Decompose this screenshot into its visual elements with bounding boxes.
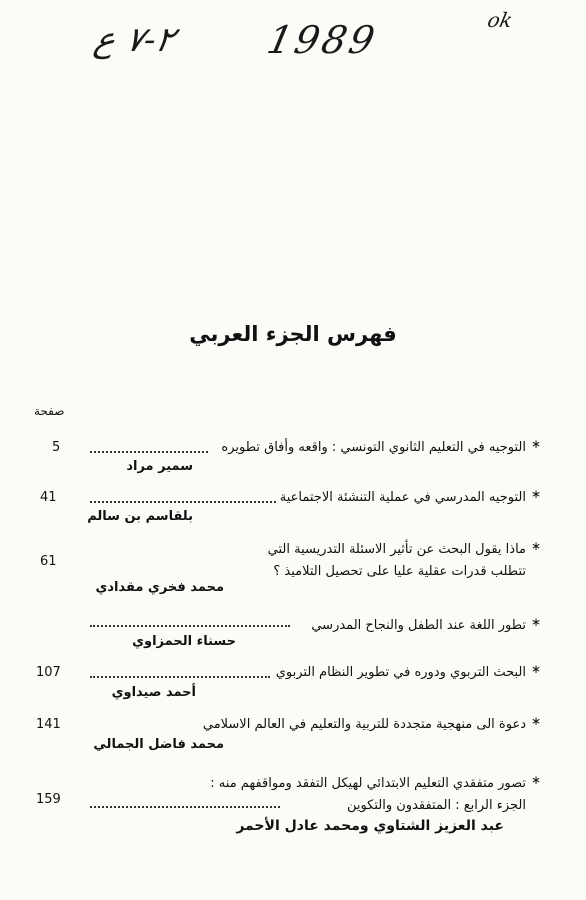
entry-author: محمد فخري مقدادي bbox=[95, 580, 224, 595]
toc-entry[interactable] bbox=[0, 661, 586, 700]
page-title: فهرس الجزء العربي bbox=[189, 322, 397, 346]
toc-entry[interactable] bbox=[0, 486, 586, 524]
page-number: 159 bbox=[36, 792, 61, 807]
bullet-icon: ∗ bbox=[530, 773, 542, 787]
entry-author: بلقاسم بن سالم bbox=[87, 509, 193, 524]
dot-leader bbox=[90, 676, 270, 678]
handwritten-code: ٢-٧ ع bbox=[90, 20, 179, 60]
handwritten-year: 1989 bbox=[263, 18, 382, 62]
entry-author: أحمد صيداوي bbox=[111, 685, 196, 700]
page-number: 107 bbox=[36, 664, 61, 680]
dot-leader bbox=[90, 625, 290, 627]
entry-author: سمير مراد bbox=[126, 459, 193, 474]
page-number: 61 bbox=[40, 554, 57, 569]
page-number: 41 bbox=[40, 489, 57, 505]
entry-title-continued: تتطلب قدرات عقلية عليا على تحصيل التلاميذ ؟ bbox=[273, 563, 526, 579]
entry-title: ماذا يقول البحث عن تأثير الاسئلة التدريسية التي bbox=[267, 541, 526, 557]
entry-title: تصور متفقدي التعليم الابتدائي لهيكل التفقد ومواقفهم منه : bbox=[210, 775, 526, 791]
bullet-icon: ∗ bbox=[530, 487, 542, 501]
bullet-icon: ∗ bbox=[530, 539, 542, 553]
entry-title: تطور اللغة عند الطفل والنجاح المدرسي bbox=[311, 617, 526, 633]
handwritten-ok: ok bbox=[485, 8, 515, 32]
entry-title-continued: الجزء الرابع : المتفقدون والتكوين bbox=[346, 797, 526, 813]
handwritten-annotation bbox=[0, 8, 586, 68]
toc-entry[interactable] bbox=[0, 772, 586, 834]
toc-entry[interactable] bbox=[0, 538, 586, 595]
entry-title: التوجيه المدرسي في عملية التنشئة الاجتماعية bbox=[279, 489, 526, 505]
bullet-icon: ∗ bbox=[530, 615, 542, 629]
entry-title: البحث التربوي ودوره في تطوير النظام التربوي bbox=[275, 664, 526, 680]
entry-author: عبد العزيز الشتاوي ومحمد عادل الأحمر bbox=[236, 818, 504, 834]
toc-entry[interactable] bbox=[0, 436, 586, 474]
page-column-label: صفحة bbox=[34, 404, 65, 418]
bullet-icon: ∗ bbox=[530, 714, 542, 728]
toc-entry[interactable] bbox=[0, 614, 586, 649]
entry-author: حسناء الحمزاوي bbox=[132, 634, 236, 649]
dot-leader bbox=[90, 806, 280, 808]
entry-title: التوجيه في التعليم الثانوي التونسي : واقعه وأفاق تطويره bbox=[221, 439, 526, 455]
bullet-icon: ∗ bbox=[530, 437, 542, 451]
entry-author: محمد فاضل الجمالي bbox=[93, 737, 224, 752]
page-number: 141 bbox=[36, 716, 61, 732]
bullet-icon: ∗ bbox=[530, 662, 542, 676]
dot-leader bbox=[90, 451, 208, 453]
dot-leader bbox=[90, 501, 276, 503]
toc-entry[interactable] bbox=[0, 713, 586, 752]
entry-title: دعوة الى منهجية متجددة للتربية والتعليم في العالم الاسلامي bbox=[202, 716, 526, 732]
page-number: 5 bbox=[52, 439, 61, 455]
